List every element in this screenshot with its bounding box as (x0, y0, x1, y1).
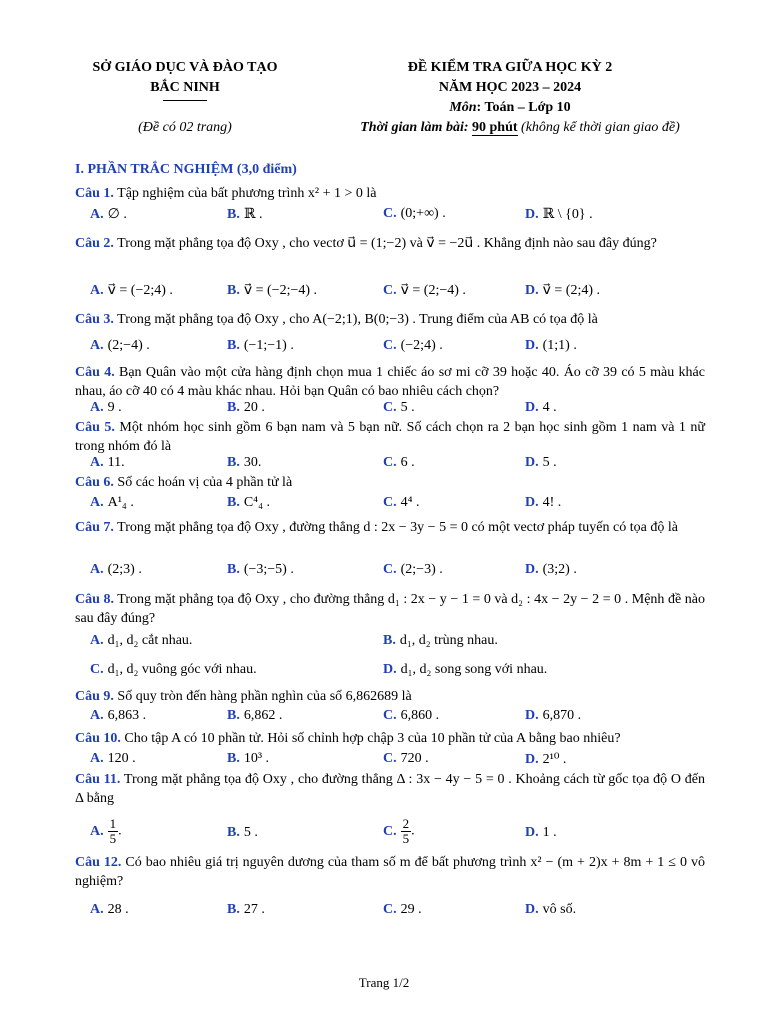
option-a[interactable]: A. d₁, d₂ cắt nhau. (90, 633, 193, 648)
option-d[interactable]: D. 4 . (525, 400, 557, 415)
province-name: BẮC NINH (150, 80, 220, 95)
page-footer: Trang 1/2 (358, 975, 410, 990)
question-label: Câu 6. (75, 475, 114, 490)
subject-label: Môn (449, 100, 477, 115)
option-b[interactable]: B. 30. (227, 455, 262, 470)
option-c[interactable]: C. d₁, d₂ vuông góc với nhau. (90, 662, 257, 677)
options-3 (90, 338, 710, 358)
option-d[interactable]: D. d₁, d₂ song song với nhau. (383, 662, 548, 677)
fraction-two-fifths: $\frac{2}{5}$ (402, 816, 410, 846)
question-6 (75, 473, 705, 492)
option-a[interactable]: A. A¹₄ . (90, 495, 134, 510)
option-c[interactable]: C. 5 . (383, 400, 415, 415)
option-d[interactable]: D. vô số. (525, 902, 577, 917)
option-d[interactable]: D. 1 . (525, 825, 557, 840)
question-text: Số các hoán vị của 4 phần tử là (113, 475, 293, 490)
option-d[interactable]: D. 5 . (525, 455, 557, 470)
question-text: Trong mặt phẳng tọa độ Oxy , đường thẳng d : 2x − 3y − 5 = 0 có một vectơ pháp tuyến có tọa độ là (113, 520, 678, 535)
question-text: Bạn Quân vào một cửa hàng định chọn mua 1 chiếc áo sơ mi cỡ 39 hoặc 40. Áo cỡ 39 có 5 màu khác nhau, áo cỡ 40 có 4 màu khác nhau. Hỏi bạn Quân có bao nhiêu cách chọn? (75, 365, 705, 399)
option-c[interactable]: C. (−2;4) . (383, 338, 443, 353)
option-c[interactable]: C. 6 . (383, 455, 415, 470)
options-2 (90, 282, 710, 302)
exam-title: ĐỀ KIỂM TRA GIỮA HỌC KỲ 2 (407, 60, 613, 75)
option-d[interactable]: D. 4! . (525, 495, 562, 510)
question-label: Câu 3. (75, 312, 114, 327)
options-1 (90, 206, 710, 226)
option-a[interactable]: A. 120 . (90, 751, 136, 766)
subject-line (300, 98, 720, 118)
question-label: Câu 5. (75, 420, 115, 435)
option-b[interactable]: B. 5 . (227, 825, 258, 840)
question-text: Trong mặt phẳng tọa độ Oxy , cho đường thẳng d₁ : 2x − y − 1 = 0 và d₂ : 4x − 2y − 2 = 0 . Mệnh đề nào sau đây đúng? (75, 592, 705, 626)
options-9 (90, 708, 710, 728)
question-label: Câu 9. (75, 689, 114, 704)
option-b[interactable]: B. d₁, d₂ trùng nhau. (383, 633, 498, 648)
option-a[interactable]: A. 9 . (90, 400, 122, 415)
option-d[interactable]: D. (3;2) . (525, 562, 577, 577)
option-b[interactable]: B. v⃗ = (−2;−4) . (227, 283, 318, 298)
exam-header (300, 58, 720, 118)
option-b[interactable]: B. 6,862 . (227, 708, 283, 723)
option-b[interactable]: B. C⁴₄ . (227, 495, 270, 510)
question-label: Câu 10. (75, 731, 121, 746)
question-text: Trong mặt phẳng tọa độ Oxy , cho vectơ u⃗ = (1;−2) và v⃗ = −2u⃗ . Khẳng định nào sau đây đúng? (113, 236, 657, 251)
question-7 (75, 518, 705, 537)
time-note: (không kể thời gian giao đề) (517, 120, 680, 135)
fraction-one-fifth: $\frac{1}{5}$ (109, 816, 117, 846)
header-underline (163, 100, 207, 101)
option-a[interactable]: A. (2;3) . (90, 562, 142, 577)
option-c[interactable]: C. 720 . (383, 751, 429, 766)
question-label: Câu 8. (75, 592, 114, 607)
question-2 (75, 234, 705, 253)
school-header (60, 58, 310, 101)
option-c[interactable]: C. (0;+∞) . (383, 206, 446, 221)
options-6 (90, 495, 710, 515)
options-7 (90, 562, 710, 582)
question-label: Câu 4. (75, 365, 115, 380)
options-8-row1 (90, 633, 710, 653)
options-5 (90, 455, 710, 475)
option-c[interactable]: C. v⃗ = (2;−4) . (383, 283, 466, 298)
question-text: Số quy tròn đến hàng phần nghìn của số 6,862689 là (113, 689, 412, 704)
option-b[interactable]: B. ℝ . (227, 207, 263, 222)
options-10 (90, 751, 710, 771)
question-4 (75, 363, 705, 401)
time-line (300, 120, 740, 136)
time-value: 90 phút (472, 120, 518, 135)
question-label: Câu 7. (75, 520, 114, 535)
question-text: Cho tập A có 10 phần tử. Hỏi số chỉnh hợp chập 3 của 10 phần tử của A bằng bao nhiêu? (120, 731, 621, 746)
question-9 (75, 687, 705, 706)
option-a[interactable]: A. (2;−4) . (90, 338, 150, 353)
option-a[interactable]: A. $\frac{1}{5}$ . (90, 816, 122, 846)
option-c[interactable]: C. 6,860 . (383, 708, 440, 723)
option-d[interactable]: D. v⃗ = (2;4) . (525, 283, 601, 298)
option-d[interactable]: D. 6,870 . (525, 708, 582, 723)
question-1 (75, 184, 705, 203)
question-12 (75, 853, 705, 891)
option-c[interactable]: C. 29 . (383, 902, 422, 917)
question-text: Một nhóm học sinh gồm 6 bạn nam và 5 bạn nữ. Số cách chọn ra 2 bạn học sinh gồm 1 nam và 1 nữ trong nhóm đó là (75, 420, 705, 454)
question-text: Có bao nhiêu giá trị nguyên dương của tham số m để bất phương trình x² − (m + 2)x + 8m + 1 ≤ 0 vô nghiệm? (75, 855, 705, 889)
option-a[interactable]: A. 28 . (90, 902, 129, 917)
option-d[interactable]: D. (1;1) . (525, 338, 577, 353)
subject-value: : Toán – Lớp 10 (476, 100, 571, 115)
question-5 (75, 418, 705, 456)
question-text: Trong mặt phẳng tọa độ Oxy , cho đường thẳng Δ : 3x − 4y − 5 = 0 . Khoảng cách từ gốc tọa độ O đến Δ bằng (75, 772, 706, 806)
option-c[interactable]: C. (2;−3) . (383, 562, 443, 577)
option-b[interactable]: B. (−1;−1) . (227, 338, 294, 353)
options-4 (90, 400, 710, 420)
question-11 (75, 770, 705, 808)
department-name: SỞ GIÁO DỤC VÀ ĐÀO TẠO (92, 60, 278, 75)
question-10 (75, 729, 705, 748)
question-text: Tập nghiệm của bất phương trình x² + 1 > 0 là (113, 186, 377, 201)
option-b[interactable]: B. (−3;−5) . (227, 562, 294, 577)
option-c[interactable]: C. 4⁴ . (383, 495, 420, 510)
section-title: I. PHẦN TRẮC NGHIỆM (3,0 điểm) (75, 162, 297, 177)
question-label: Câu 2. (75, 236, 114, 251)
option-a[interactable]: A. v⃗ = (−2;4) . (90, 283, 173, 298)
question-3 (75, 310, 705, 329)
option-d[interactable]: D. 2¹⁰ . (525, 752, 567, 767)
options-8-row2 (90, 662, 710, 682)
option-b[interactable]: B. 20 . (227, 400, 265, 415)
question-label: Câu 1. (75, 186, 114, 201)
options-12 (90, 902, 710, 922)
option-a[interactable]: A. 11. (90, 455, 125, 470)
page-count-note: (Đề có 02 trang) (138, 120, 232, 135)
question-label: Câu 11. (75, 772, 121, 787)
question-label: Câu 12. (75, 855, 122, 870)
option-a[interactable]: A. ∅ . (90, 207, 127, 222)
school-year: NĂM HỌC 2023 – 2024 (438, 80, 582, 95)
option-d[interactable]: D. ℝ \ {0} . (525, 207, 593, 222)
option-b[interactable]: B. 10³ . (227, 751, 270, 766)
question-text: Trong mặt phẳng tọa độ Oxy , cho A(−2;1), B(0;−3) . Trung điểm của AB có tọa độ là (113, 312, 598, 327)
option-a[interactable]: A. 6,863 . (90, 708, 147, 723)
option-c[interactable]: C. $\frac{2}{5}$ . (383, 816, 415, 846)
option-b[interactable]: B. 27 . (227, 902, 265, 917)
question-8 (75, 590, 705, 628)
options-11 (90, 817, 710, 853)
time-label: Thời gian làm bài: (360, 120, 472, 135)
